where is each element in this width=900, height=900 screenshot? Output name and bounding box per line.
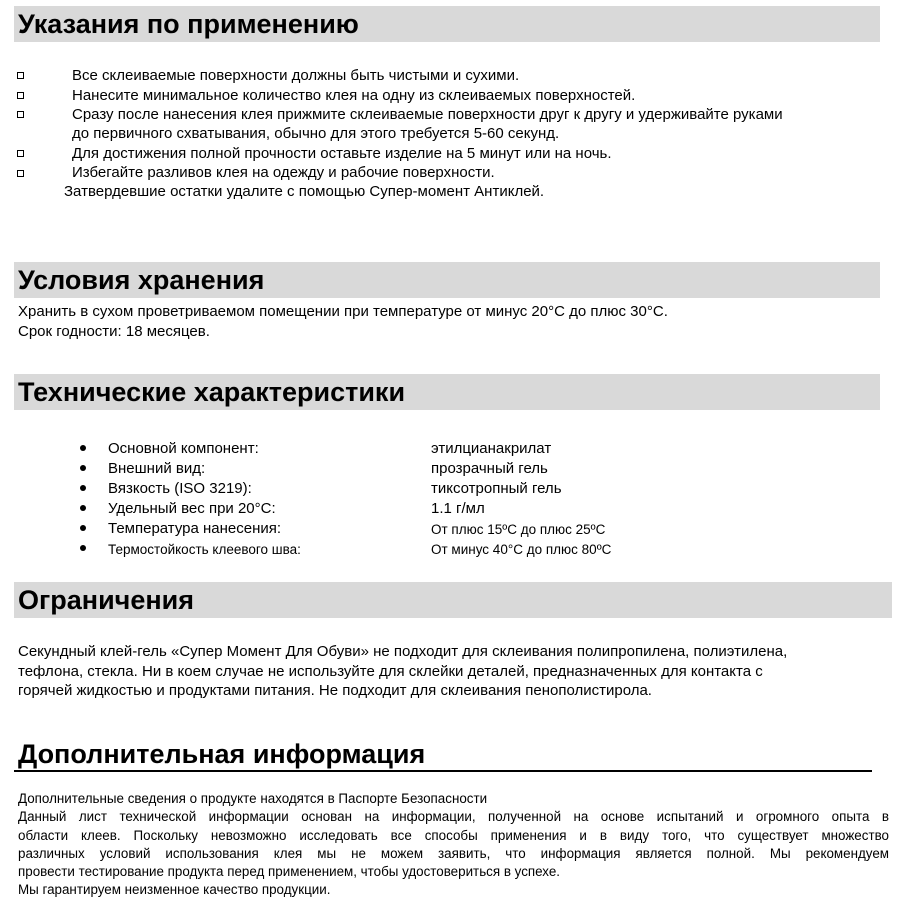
bullet-dot-icon — [80, 505, 86, 511]
usage-note: Затвердевшие остатки удалите с помощью Супер-момент Антиклей. — [64, 183, 545, 200]
tech-label: Основной компонент: — [108, 440, 259, 457]
usage-heading: Указания по применению — [18, 9, 359, 39]
limits-line: горячей жидкостью и продуктами питания. Не подходит для склеивания пенополистирола. — [18, 682, 652, 699]
tech-value: От плюс 15ºС до плюс 25ºС — [431, 522, 606, 537]
info-line: провести тестирование продукта перед применением, чтобы удостовериться в успехе. — [18, 864, 561, 880]
info-line: Дополнительные сведения о продукте находятся в Паспорте Безопасности — [18, 791, 488, 806]
checkbox-bullet-icon — [17, 170, 24, 177]
checkbox-bullet-icon — [17, 150, 24, 157]
usage-item: Все склеиваемые поверхности должны быть чистыми и сухими. — [72, 67, 520, 84]
bullet-dot-icon — [80, 465, 86, 471]
tech-value: прозрачный гель — [431, 460, 548, 477]
tech-heading: Технические характеристики — [18, 377, 406, 407]
storage-heading: Условия хранения — [18, 265, 265, 295]
info-line: Мы гарантируем неизменное качество продукции. — [18, 882, 331, 898]
bullet-dot-icon — [80, 445, 86, 451]
tech-value: От минус 40°С до плюс 80ºС — [431, 542, 612, 557]
limits-heading: Ограничения — [18, 585, 195, 615]
limits-line: Секундный клей-гель «Супер Момент Для Обуви» не подходит для склеивания полипропилена, полиэтилена, — [18, 643, 788, 660]
tech-value: тиксотропный гель — [431, 480, 562, 497]
usage-item: Избегайте разливов клея на одежду и рабочие поверхности. — [72, 164, 495, 181]
tech-value: этилцианакрилат — [431, 440, 552, 457]
tech-label: Вязкость (ISO 3219): — [108, 480, 252, 497]
storage-line: Хранить в сухом проветриваемом помещении при температуре от минус 20°С до плюс 30°С. — [18, 303, 668, 320]
tech-value: 1.1 г/мл — [431, 500, 485, 517]
storage-line: Срок годности: 18 месяцев. — [18, 323, 210, 340]
info-heading: Дополнительная информация — [18, 739, 426, 769]
tech-label: Внешний вид: — [108, 460, 206, 477]
tech-label: Термостойкость клеевого шва: — [108, 542, 301, 557]
checkbox-bullet-icon — [17, 92, 24, 99]
info-line: области клеев. Поскольку невозможно исследовать все способы применения и в виду того, что существует множество — [18, 827, 889, 843]
tech-label: Удельный вес при 20°С: — [108, 500, 276, 517]
tech-label: Температура нанесения: — [108, 520, 282, 537]
info-heading-underline — [14, 770, 872, 772]
usage-item: Для достижения полной прочности оставьте изделие на 5 минут или на ночь. — [72, 145, 612, 162]
usage-item-continuation: до первичного схватывания, обычно для этого требуется 5-60 секунд. — [72, 125, 560, 142]
info-paragraph — [18, 790, 889, 900]
usage-item: Сразу после нанесения клея прижмите склеиваемые поверхности друг к другу и удерживайте руками — [72, 106, 783, 123]
checkbox-bullet-icon — [17, 111, 24, 118]
usage-item: Нанесите минимальное количество клея на одну из склеиваемых поверхностей. — [72, 87, 636, 104]
checkbox-bullet-icon — [17, 72, 24, 79]
info-line: Данный лист технической информации основан на информации, полученной на основе испытаний и огромного опыта в — [18, 809, 889, 825]
limits-line: тефлона, стекла. Ни в коем случае не используйте для склейки деталей, предназначенных для контакта с — [18, 663, 763, 680]
info-line: различных условий использования клея мы не можем заявить, что информация является полной. Мы рекомендуем — [18, 845, 889, 861]
bullet-dot-icon — [80, 485, 86, 491]
bullet-dot-icon — [80, 545, 86, 551]
bullet-dot-icon — [80, 525, 86, 531]
